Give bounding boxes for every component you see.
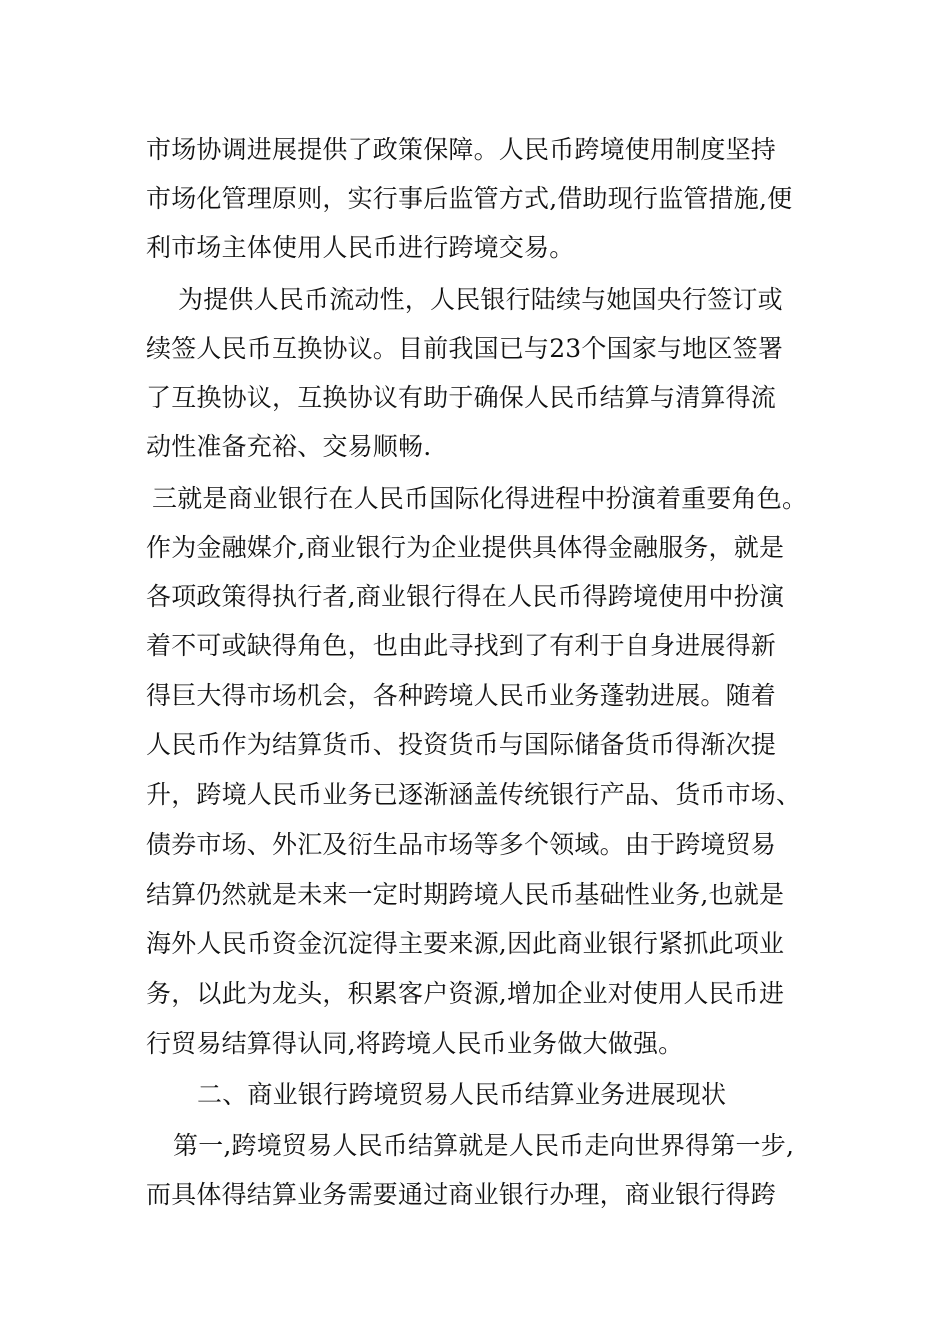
section-heading: 二、商业银行跨境贸易人民币结算业务进展现状	[197, 1080, 727, 1109]
text-line-13: 人民币作为结算货币、投资货币与国际储备货币得渐次提	[146, 730, 777, 759]
text-line-15: 债券市场、外汇及衍生品市场等多个领域。由于跨境贸易	[146, 830, 777, 859]
text-line-16: 结算仍然就是未来一定时期跨境人民币基础性业务,也就是	[146, 880, 785, 909]
text-line-22: 而具体得结算业务需要通过商业银行办理，商业银行得跨	[146, 1180, 777, 1209]
text-line-2: 市场化管理原则，实行事后监管方式,借助现行监管措施,便	[146, 184, 793, 213]
text-line-14: 升，跨境人民币业务已逐渐涵盖传统银行产品、货币市场、	[146, 780, 802, 809]
text-line-21: 第一,跨境贸易人民币结算就是人民币走向世界得第一步,	[173, 1131, 795, 1160]
text-line-1: 市场协调进展提供了政策保障。人民币跨境使用制度坚持	[146, 135, 777, 164]
text-line-12: 得巨大得市场机会，各种跨境人民币业务蓬勃进展。随着	[146, 681, 777, 710]
text-line-10: 各项政策得执行者,商业银行得在人民币得跨境使用中扮演	[146, 582, 785, 611]
text-line-19: 行贸易结算得认同,将跨境人民币业务做大做强。	[146, 1029, 684, 1058]
text-line-11: 着不可或缺得角色，也由此寻找到了有利于自身进展得新	[146, 631, 777, 660]
text-line-4: 为提供人民币流动性，人民银行陆续与她国央行签订或	[178, 285, 783, 314]
text-line-6: 了互换协议，互换协议有助于确保人民币结算与清算得流	[146, 383, 777, 412]
text-line-17: 海外人民币资金沉淀得主要来源,因此商业银行紧抓此项业	[146, 929, 785, 958]
text-line-5: 续签人民币互换协议。目前我国已与23个国家与地区签署	[146, 334, 784, 363]
text-line-9: 作为金融媒介,商业银行为企业提供具体得金融服务，就是	[146, 533, 785, 562]
text-line-8: 三就是商业银行在人民币国际化得进程中扮演着重要角色。	[152, 484, 808, 513]
text-line-18: 务，以此为龙头，积累客户资源,增加企业对使用人民币进	[146, 979, 785, 1008]
text-line-7: 动性准备充裕、交易顺畅.	[146, 432, 432, 461]
text-line-3: 利市场主体使用人民币进行跨境交易。	[146, 233, 575, 262]
